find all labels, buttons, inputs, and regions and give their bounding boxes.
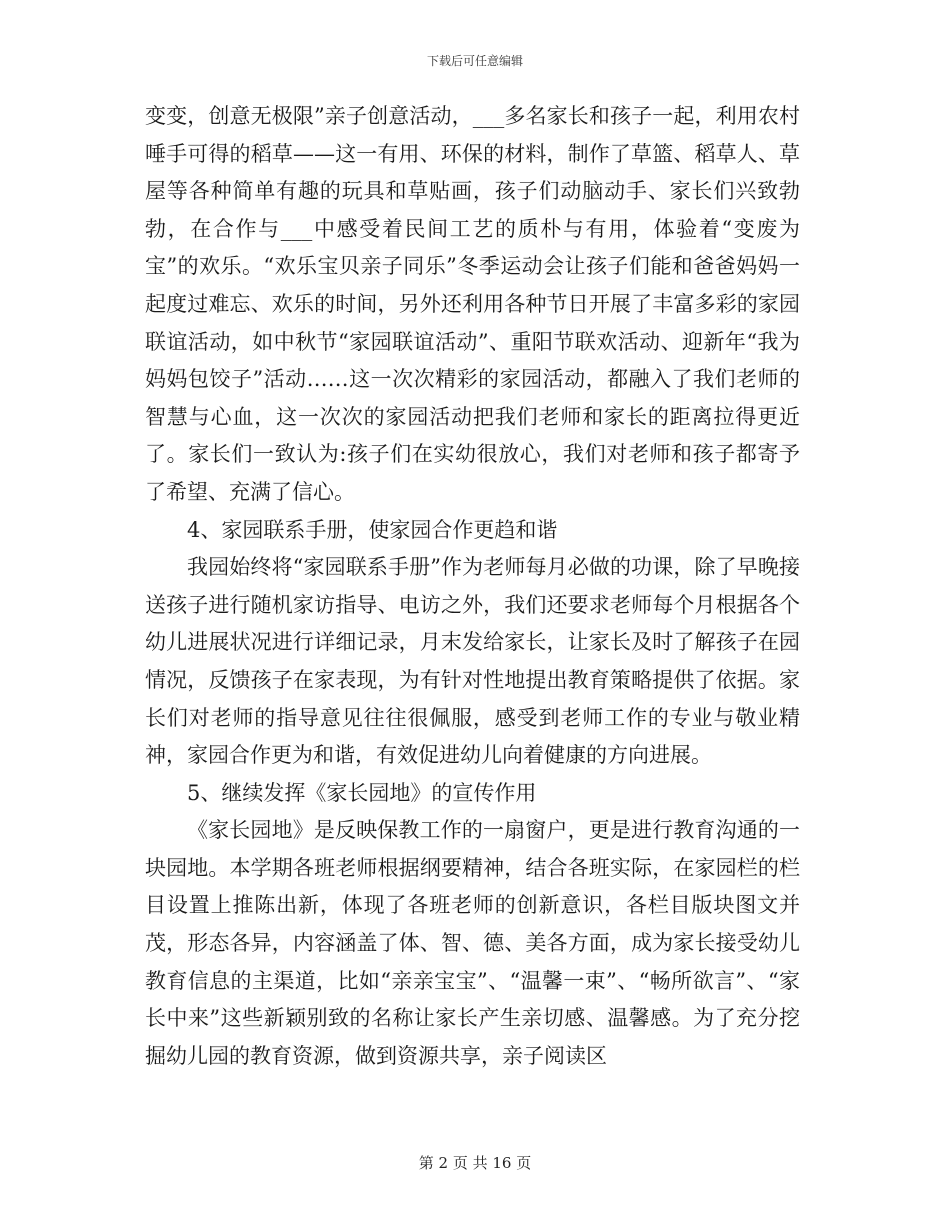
document-body (145, 98, 800, 1075)
section-heading-parent-garden: 5、继续发挥《家长园地》的宣传作用 (187, 780, 537, 805)
page-header-note: 下载后可任意编辑 (426, 54, 523, 68)
paragraph-parent-garden: 《家长园地》是反映保教工作的一扇窗户，更是进行教育沟通的一块园地。本学期各班老师根据纲要精神，结合各班实际，在家园栏的栏目设置上推陈出新，体现了各班老师的创新意识，各栏目版块图文并茂，形态各异，内容涵盖了体、智、德、美各方面，成为家长接受幼儿教育信息的主渠道，比如“亲亲宝宝”、“温馨一束”、“畅所欲言”、“家长中来”这些新颖别致的名称让家长产生亲切感、温馨感。为了充分挖掘幼儿园的教育资源，做到资源共享，亲子阅读区 (145, 818, 800, 1068)
paragraph-contact-handbook: 我园始终将“家园联系手册”作为老师每月必做的功课，除了早晚接送孩子进行随机家访指导、电访之外，我们还要求老师每个月根据各个幼儿进展状况进行详细记录，月末发给家长，让家长及时了解孩子在园情况，反馈孩子在家表现，为有针对性地提出教育策略提供了依据。家长们对老师的指导意见往往很佩服，感受到老师工作的专业与敬业精神，家园合作更为和谐，有效促进幼儿向着健康的方向进展。 (145, 555, 800, 768)
section-heading-contact-handbook: 4、家园联系手册，使家园合作更趋和谐 (187, 517, 558, 542)
page-number-footer: 第 2 页 共 16 页 (418, 1154, 532, 1172)
paragraph-family-activities: 变变，创意无极限”亲子创意活动，___多名家长和孩子一起，利用农村唾手可得的稻草——这一有用、环保的材料，制作了草篮、稻草人、草屋等各种简单有趣的玩具和草贴画，孩子们动脑动手、家长们兴致勃勃，在合作与___中感受着民间工艺的质朴与有用，体验着“变废为宝”的欢乐。“欢乐宝贝亲子同乐”冬季运动会让孩子们能和爸爸妈妈一起度过难忘、欢乐的时间，另外还利用各种节日开展了丰富多彩的家园联谊活动，如中秋节“家园联谊活动”、重阳节联欢活动、迎新年“我为妈妈包饺子”活动……这一次次精彩的家园活动，都融入了我们老师的智慧与心血，这一次次的家园活动把我们老师和家长的距离拉得更近了。家长们一致认为:孩子们在实幼很放心，我们对老师和孩子都寄予了希望、充满了信心。 (145, 104, 800, 504)
